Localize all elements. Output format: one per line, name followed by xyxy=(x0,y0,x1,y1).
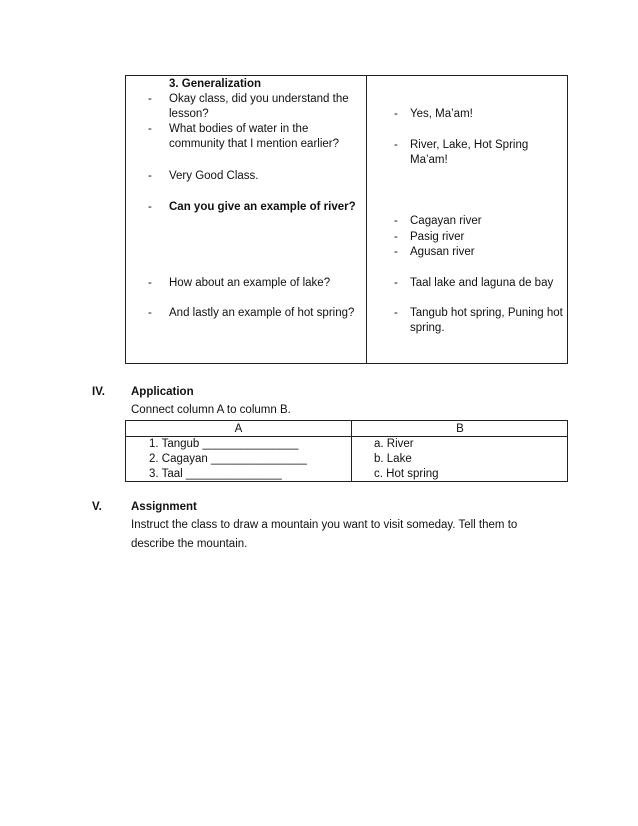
assignment-text: describe the mountain. xyxy=(131,538,248,550)
column-a-item: 1. Tangub _______________ xyxy=(149,438,299,450)
generalization-heading: 3. Generalization xyxy=(169,78,262,90)
teacher-line: How about an example of lake? xyxy=(169,277,331,289)
teacher-line: Okay class, did you understand the xyxy=(169,93,349,105)
teacher-dash: - xyxy=(148,170,152,182)
student-line: spring. xyxy=(410,322,445,334)
teacher-dash: - xyxy=(148,123,152,135)
student-dash: - xyxy=(394,139,398,151)
application-title: Application xyxy=(131,386,194,398)
student-dash: - xyxy=(394,307,398,319)
teacher-dash: - xyxy=(148,307,152,319)
student-line: Cagayan river xyxy=(410,215,482,227)
teacher-line: Can you give an example of river? xyxy=(169,201,356,213)
teacher-line: Very Good Class. xyxy=(169,170,259,182)
assignment-title: Assignment xyxy=(131,501,197,513)
assignment-text: Instruct the class to draw a mountain you want to visit someday. Tell them to xyxy=(131,519,518,531)
generalization-table xyxy=(125,75,568,364)
student-dash: - xyxy=(394,215,398,227)
application-instruction: Connect column A to column B. xyxy=(131,404,291,416)
teacher-line: community that I mention earlier? xyxy=(169,138,340,150)
student-line: Agusan river xyxy=(410,246,475,258)
teacher-dash: - xyxy=(148,201,152,213)
connect-table xyxy=(125,420,568,482)
student-dash: - xyxy=(394,246,398,258)
teacher-line: lesson? xyxy=(169,108,209,120)
column-a-item: 2. Cagayan _______________ xyxy=(149,453,307,465)
column-a-header: A xyxy=(234,423,243,435)
student-dash: - xyxy=(394,108,398,120)
student-line: Pasig river xyxy=(410,231,465,243)
student-dash: - xyxy=(394,277,398,289)
teacher-line: What bodies of water in the xyxy=(169,123,309,135)
column-divider xyxy=(366,76,367,363)
column-b-header: B xyxy=(456,423,464,435)
application-number: IV. xyxy=(92,386,106,398)
teacher-line: And lastly an example of hot spring? xyxy=(169,307,355,319)
column-a-item: 3. Taal _______________ xyxy=(149,468,282,480)
student-line: Taal lake and laguna de bay xyxy=(410,277,554,289)
student-line: Yes, Ma’am! xyxy=(410,108,473,120)
column-b-item: a. River xyxy=(374,438,414,450)
student-dash: - xyxy=(394,231,398,243)
assignment-number: V. xyxy=(92,501,102,513)
student-line: Ma’am! xyxy=(410,154,448,166)
column-b-item: b. Lake xyxy=(374,453,412,465)
teacher-dash: - xyxy=(148,93,152,105)
teacher-dash: - xyxy=(148,277,152,289)
column-b-item: c. Hot spring xyxy=(374,468,439,480)
student-line: Tangub hot spring, Puning hot xyxy=(410,307,563,319)
student-line: River, Lake, Hot Spring xyxy=(410,139,529,151)
